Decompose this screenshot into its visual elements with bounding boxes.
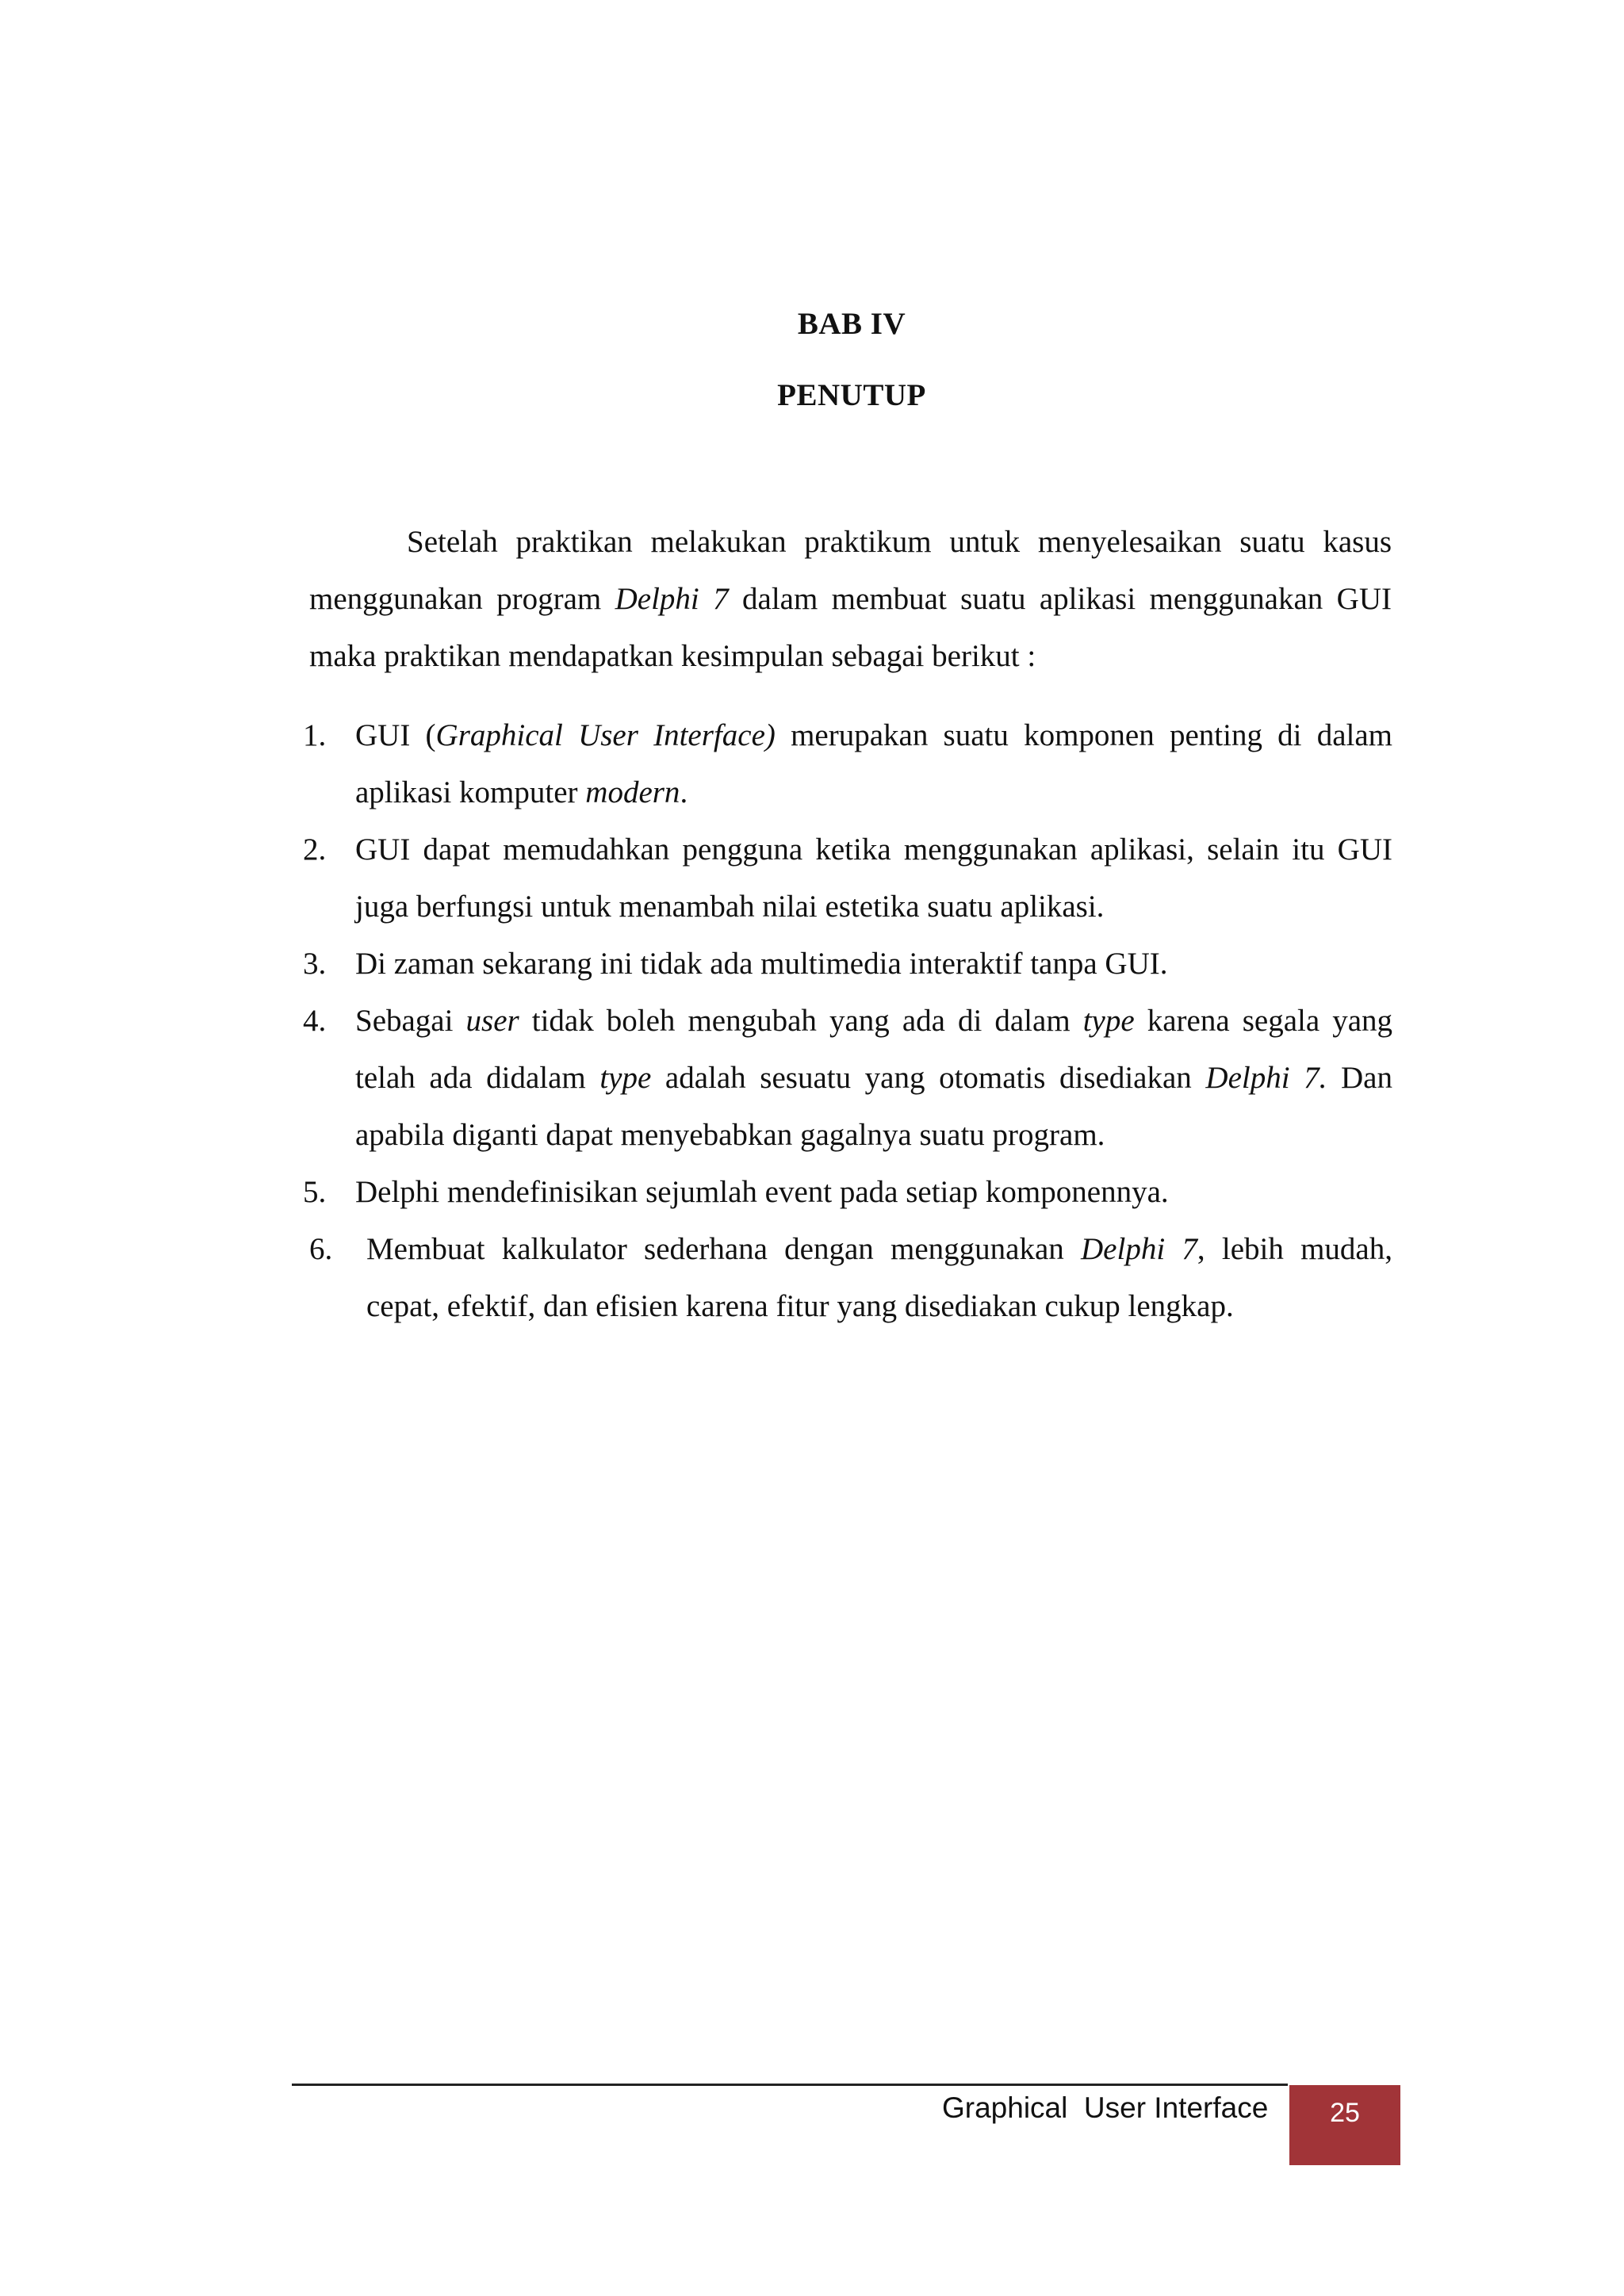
- intro-text: Setelah praktikan melakukan praktikum untuk menyelesaikan suatu kasus menggunakan program: [309, 525, 1392, 616]
- list-item-emphasis: Delphi 7: [1081, 1232, 1197, 1266]
- list-item-number: 2.: [303, 832, 327, 867]
- intro-text: dalam membuat suatu aplikasi menggunakan GUI maka praktikan mendapatkan kesimpulan sebagai berikut :: [309, 582, 1392, 673]
- list-item-number: 1.: [303, 718, 327, 752]
- list-item: [303, 1221, 1392, 1335]
- footer-title: Graphical User Interface: [942, 2091, 1269, 2124]
- list-item-text: Delphi mendefinisikan sejumlah event pada setiap komponennya.: [355, 1175, 1169, 1209]
- list-item-emphasis: type: [599, 1061, 652, 1095]
- intro-emphasis: Delphi 7: [615, 582, 729, 616]
- list-item-number: 5.: [303, 1175, 327, 1209]
- list-item-text: Sebagai: [355, 1004, 466, 1038]
- list-item-text: GUI (: [355, 718, 436, 752]
- list-item-text: GUI dapat memudahkan pengguna ketika menggunakan aplikasi, selain itu GUI juga berfungsi untuk menambah nilai estetika suatu aplikasi.: [355, 832, 1392, 924]
- intro-paragraph: [309, 514, 1392, 685]
- page-number-badge: [1289, 2085, 1400, 2165]
- chapter-number: BAB IV: [797, 307, 906, 341]
- list-item-number: 4.: [303, 1004, 327, 1038]
- chapter-title: PENUTUP: [777, 378, 926, 412]
- list-item-emphasis: user: [465, 1004, 519, 1038]
- list-item-text: tidak boleh mengubah yang ada di dalam: [519, 1004, 1083, 1038]
- list-item-text: Dan apabila diganti dapat menyebabkan gagalnya suatu program.: [355, 1061, 1392, 1152]
- footer-divider: [292, 2084, 1288, 2086]
- list-item: [303, 936, 1392, 993]
- list-item-text: karena segala yang telah ada didalam: [355, 1004, 1393, 1095]
- list-item-number: 6.: [309, 1232, 333, 1266]
- list-item-emphasis: Delphi 7.: [1205, 1061, 1327, 1095]
- list-item-text: Di zaman sekarang ini tidak ada multimedia interaktif tanpa GUI.: [355, 947, 1168, 981]
- list-item-text: merupakan suatu komponen penting di dalam aplikasi komputer: [355, 718, 1392, 809]
- list-item: [303, 707, 1392, 821]
- list-item: [303, 1164, 1392, 1221]
- list-item-text: , lebih mudah, cepat, efektif, dan efisien karena fitur yang disediakan cukup lengkap.: [366, 1232, 1392, 1323]
- list-item-emphasis: Graphical User Interface): [435, 718, 776, 752]
- list-item: [303, 993, 1392, 1164]
- list-item: [303, 821, 1392, 936]
- conclusion-list: [303, 707, 1392, 1335]
- page-number: 25: [1330, 2098, 1360, 2128]
- list-item-text: .: [680, 775, 688, 809]
- list-item-number: 3.: [303, 947, 327, 981]
- list-item-emphasis: type: [1082, 1004, 1135, 1038]
- list-item-emphasis: modern: [585, 775, 680, 809]
- list-item-text: Membuat kalkulator sederhana dengan menggunakan: [366, 1232, 1082, 1266]
- list-item-text: adalah sesuatu yang otomatis disediakan: [651, 1061, 1206, 1095]
